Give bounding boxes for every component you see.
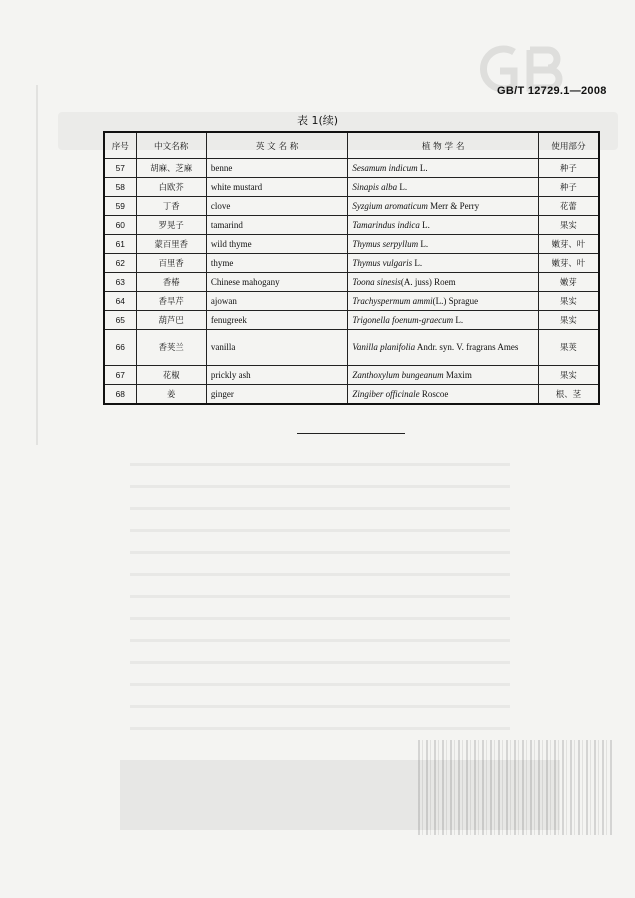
chinese-name: 葫芦巴 [136, 311, 206, 330]
show-through-footer [120, 760, 560, 830]
botanical-genus-species: Zingiber officinale [352, 388, 420, 399]
english-name: clove [206, 197, 348, 216]
english-name: thyme [206, 254, 348, 273]
english-name: ajowan [206, 292, 348, 311]
english-name: Chinese mahogany [206, 273, 348, 292]
table-row [104, 235, 599, 254]
row-number: 63 [104, 273, 136, 292]
botanical-genus-species: Trachyspermum ammi [352, 295, 433, 306]
col-header-number: 序号 [104, 132, 136, 159]
col-header-chinese-name: 中文名称 [136, 132, 206, 159]
botanical-authority: L. [453, 314, 464, 325]
col-header-part-used: 使用部分 [538, 132, 599, 159]
row-number: 57 [104, 159, 136, 178]
botanical-genus-species: Toona sinesis [352, 276, 401, 287]
botanical-genus-species: Zanthoxylum bungeanum [352, 369, 444, 380]
row-number: 62 [104, 254, 136, 273]
end-rule [297, 433, 405, 434]
table-row [104, 366, 599, 385]
botanical-genus-species: Thymus vulgaris [352, 257, 413, 268]
botanical-name [348, 254, 538, 273]
part-used: 果实 [538, 216, 599, 235]
english-name: vanilla [206, 330, 348, 366]
botanical-genus-species: Vanilla planifolia [352, 342, 416, 352]
table-body [104, 159, 599, 405]
botanical-name [348, 330, 538, 366]
table-row [104, 311, 599, 330]
col-header-english-name: 英 文 名 称 [206, 132, 348, 159]
chinese-name: 香椿 [136, 273, 206, 292]
table-row [104, 178, 599, 197]
botanical-name [348, 273, 538, 292]
chinese-name: 白欧芥 [136, 178, 206, 197]
table-row [104, 385, 599, 405]
part-used: 种子 [538, 178, 599, 197]
row-number: 64 [104, 292, 136, 311]
botanical-authority: L. [419, 219, 430, 230]
botanical-authority: L. [417, 162, 428, 173]
english-name: fenugreek [206, 311, 348, 330]
botanical-name [348, 197, 538, 216]
botanical-authority: Merr & Perry [427, 200, 480, 211]
botanical-name [348, 216, 538, 235]
botanical-name [348, 235, 538, 254]
standard-code: GB/T 12729.1—2008 [497, 85, 607, 97]
chinese-name: 百里香 [136, 254, 206, 273]
row-number: 60 [104, 216, 136, 235]
chinese-name: 姜 [136, 385, 206, 405]
row-number: 59 [104, 197, 136, 216]
table-row [104, 292, 599, 311]
chinese-name: 丁香 [136, 197, 206, 216]
botanical-name [348, 159, 538, 178]
row-number: 68 [104, 385, 136, 405]
botanical-name [348, 385, 538, 405]
part-used: 果实 [538, 366, 599, 385]
part-used: 果实 [538, 311, 599, 330]
show-through-spine [36, 85, 52, 445]
botanical-genus-species: Syzgium aromaticum [352, 200, 428, 211]
table-row [104, 159, 599, 178]
part-used: 根、茎 [538, 385, 599, 405]
english-name: white mustard [206, 178, 348, 197]
botanical-genus-species: Sesamum indicum [352, 162, 418, 173]
part-used: 种子 [538, 159, 599, 178]
chinese-name: 蒙百里香 [136, 235, 206, 254]
part-used: 花蕾 [538, 197, 599, 216]
table-row [104, 197, 599, 216]
chinese-name: 胡麻、芝麻 [136, 159, 206, 178]
row-number: 66 [104, 330, 136, 366]
chinese-name: 花椒 [136, 366, 206, 385]
botanical-authority: L. [412, 257, 423, 268]
english-name: ginger [206, 385, 348, 405]
row-number: 61 [104, 235, 136, 254]
botanical-genus-species: Trigonella foenum-graecum [352, 314, 454, 325]
table-row [104, 216, 599, 235]
chinese-name: 罗晃子 [136, 216, 206, 235]
show-through-text-block [130, 460, 510, 730]
part-used: 嫩芽、叶 [538, 235, 599, 254]
row-number: 58 [104, 178, 136, 197]
english-name: tamarind [206, 216, 348, 235]
english-name: benne [206, 159, 348, 178]
english-name: prickly ash [206, 366, 348, 385]
table-title: 表 1(续) [296, 114, 339, 127]
botanical-genus-species: Tamarindus indica [352, 219, 420, 230]
botanical-name [348, 292, 538, 311]
botanical-authority: (A. juss) Roem [400, 276, 456, 287]
botanical-name [348, 311, 538, 330]
part-used: 嫩芽 [538, 273, 599, 292]
botanical-name [348, 178, 538, 197]
english-name: wild thyme [206, 235, 348, 254]
botanical-authority: (L.) Sprague [432, 295, 479, 306]
chinese-name: 香旱芹 [136, 292, 206, 311]
table-header-row [104, 132, 599, 159]
botanical-genus-species: Thymus serpyllum [352, 238, 419, 249]
botanical-authority: L. [418, 238, 429, 249]
spice-table [103, 131, 600, 405]
chinese-name: 香荚兰 [136, 330, 206, 366]
part-used: 果实 [538, 292, 599, 311]
row-number: 65 [104, 311, 136, 330]
botanical-genus-species: Sinapis alba [352, 181, 398, 192]
table-row [104, 330, 599, 366]
botanical-name [348, 366, 538, 385]
botanical-authority: L. [397, 181, 408, 192]
table-row [104, 273, 599, 292]
botanical-authority: Roscoe [419, 388, 449, 399]
col-header-botanical-name: 植 物 学 名 [348, 132, 538, 159]
table-row [104, 254, 599, 273]
botanical-authority: Maxim [443, 369, 472, 380]
row-number: 67 [104, 366, 136, 385]
botanical-authority: Andr. syn. V. fragrans Ames [415, 342, 519, 352]
part-used: 嫩芽、叶 [538, 254, 599, 273]
part-used: 果荚 [538, 330, 599, 366]
